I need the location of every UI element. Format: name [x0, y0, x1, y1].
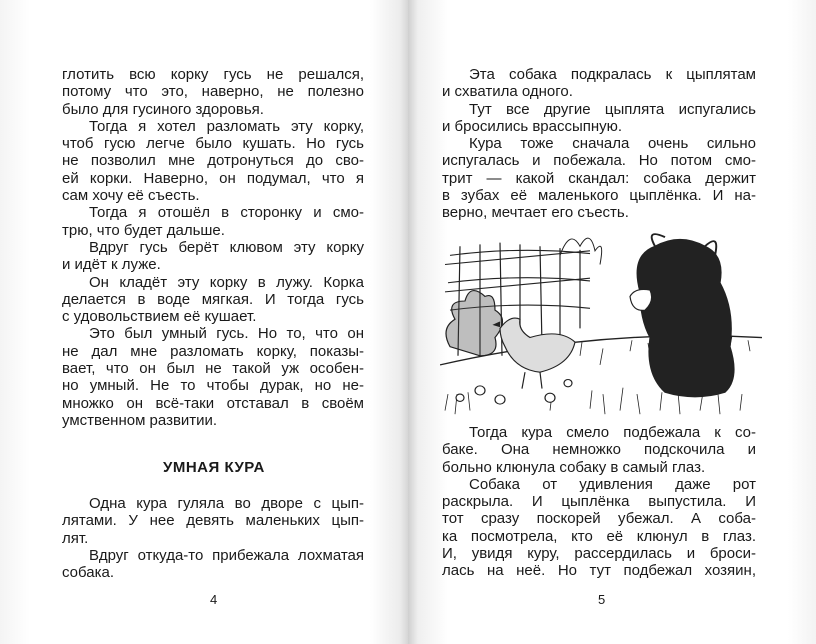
left-top-text [62, 66, 364, 429]
text-line: Это был умный гусь. Но то, что он [89, 325, 364, 343]
text-line: раскрыла. И цыплёнка выпустила. И [442, 493, 756, 511]
text-line: трю, что будет дальше. [62, 221, 225, 239]
text-line: Он кладёт эту корку в лужу. Корка [89, 273, 364, 291]
text-line: не позволил мне дотронуться до сво- [62, 152, 364, 170]
text-line: Одна кура гуляла во дворе с цып- [89, 495, 364, 512]
text-line: И, увидя куру, рассердилась и броси- [442, 545, 756, 563]
text-line: сам хочу её съесть. [62, 187, 200, 205]
text-line: с удовольствием её кушает. [62, 308, 257, 326]
right-top-text [442, 66, 756, 222]
text-line: Тогда кура смело подбежала к со- [469, 424, 756, 441]
text-line: лят. [62, 529, 89, 547]
text-line: потому что это, наверно, не полезно [62, 83, 364, 101]
text-line: собака. [62, 564, 115, 582]
text-line: Вдруг откуда-то прибежала лохматая [89, 546, 364, 564]
left-bottom-text [62, 495, 364, 581]
text-line: ка посмотрела, кто её клюнул в глаз. [442, 527, 756, 545]
text-line: больно клюнула собаку в самый глаз. [442, 458, 706, 476]
text-line: в зубах её маленького цыплёнка. И на- [442, 187, 756, 205]
text-line: множко он всё-таки отставал в своём [62, 394, 364, 412]
right-bottom-text [442, 424, 756, 580]
text-line: Эта собака подкралась к цыплятам [469, 66, 756, 83]
text-line: и идёт к луже. [62, 256, 161, 274]
text-line: не дал мне разломать корку, показы- [62, 342, 364, 360]
text-line: глотить всю корку гусь не решался, [62, 66, 364, 83]
dog-figure [630, 234, 734, 397]
hen-figure [494, 318, 575, 388]
text-line: ей корки. Наверно, он подумал, что я [62, 169, 364, 187]
text-line: Тогда я отошёл в сторонку и смо- [89, 204, 364, 222]
story-title: УМНАЯ КУРА [163, 459, 265, 476]
text-line: делается в воде мягкая. И тогда гусь [62, 290, 364, 308]
page-number-left: 4 [210, 592, 218, 607]
text-line: было для гусиного здоровья. [62, 100, 264, 118]
text-line: но умный. Не то чтобы дурак, но не- [62, 377, 364, 395]
text-line: Тогда я хотел разломать эту корку, [89, 117, 364, 135]
chicks-figure [456, 379, 572, 404]
page-number-right: 5 [598, 592, 606, 607]
text-line: Тут все другие цыплята испугались [469, 100, 756, 118]
text-line: Вдруг гусь берёт клювом эту корку [89, 238, 364, 256]
text-line: вает, что он был не такой уж особен- [62, 360, 364, 378]
text-line: лась на неё. Но тут подбежал хозяин, [442, 562, 756, 580]
text-line: трит — какой скандал: собака держит [442, 169, 756, 187]
text-line: тот сразу поскорей убежал. А соба- [442, 510, 756, 528]
text-line: Кура тоже сначала очень сильно [469, 135, 756, 153]
text-line: умственном развитии. [62, 411, 218, 429]
text-line: чтоб гусю легче было кушать. Но гусь [62, 135, 364, 153]
text-line: и бросились врассыпную. [442, 117, 623, 135]
text-line: испугалась и побежала. Но потом смо- [442, 152, 756, 170]
text-line: баке. Она немножко подскочила и [442, 441, 756, 459]
text-line: лятами. У нее девять маленьких цып- [62, 512, 364, 530]
text-line: Собака от удивления даже рот [469, 475, 756, 493]
text-line: верно, мечтает его съесть. [442, 204, 629, 222]
illustration-hen-and-dog [440, 228, 762, 416]
text-line: и схватила одного. [442, 83, 573, 101]
